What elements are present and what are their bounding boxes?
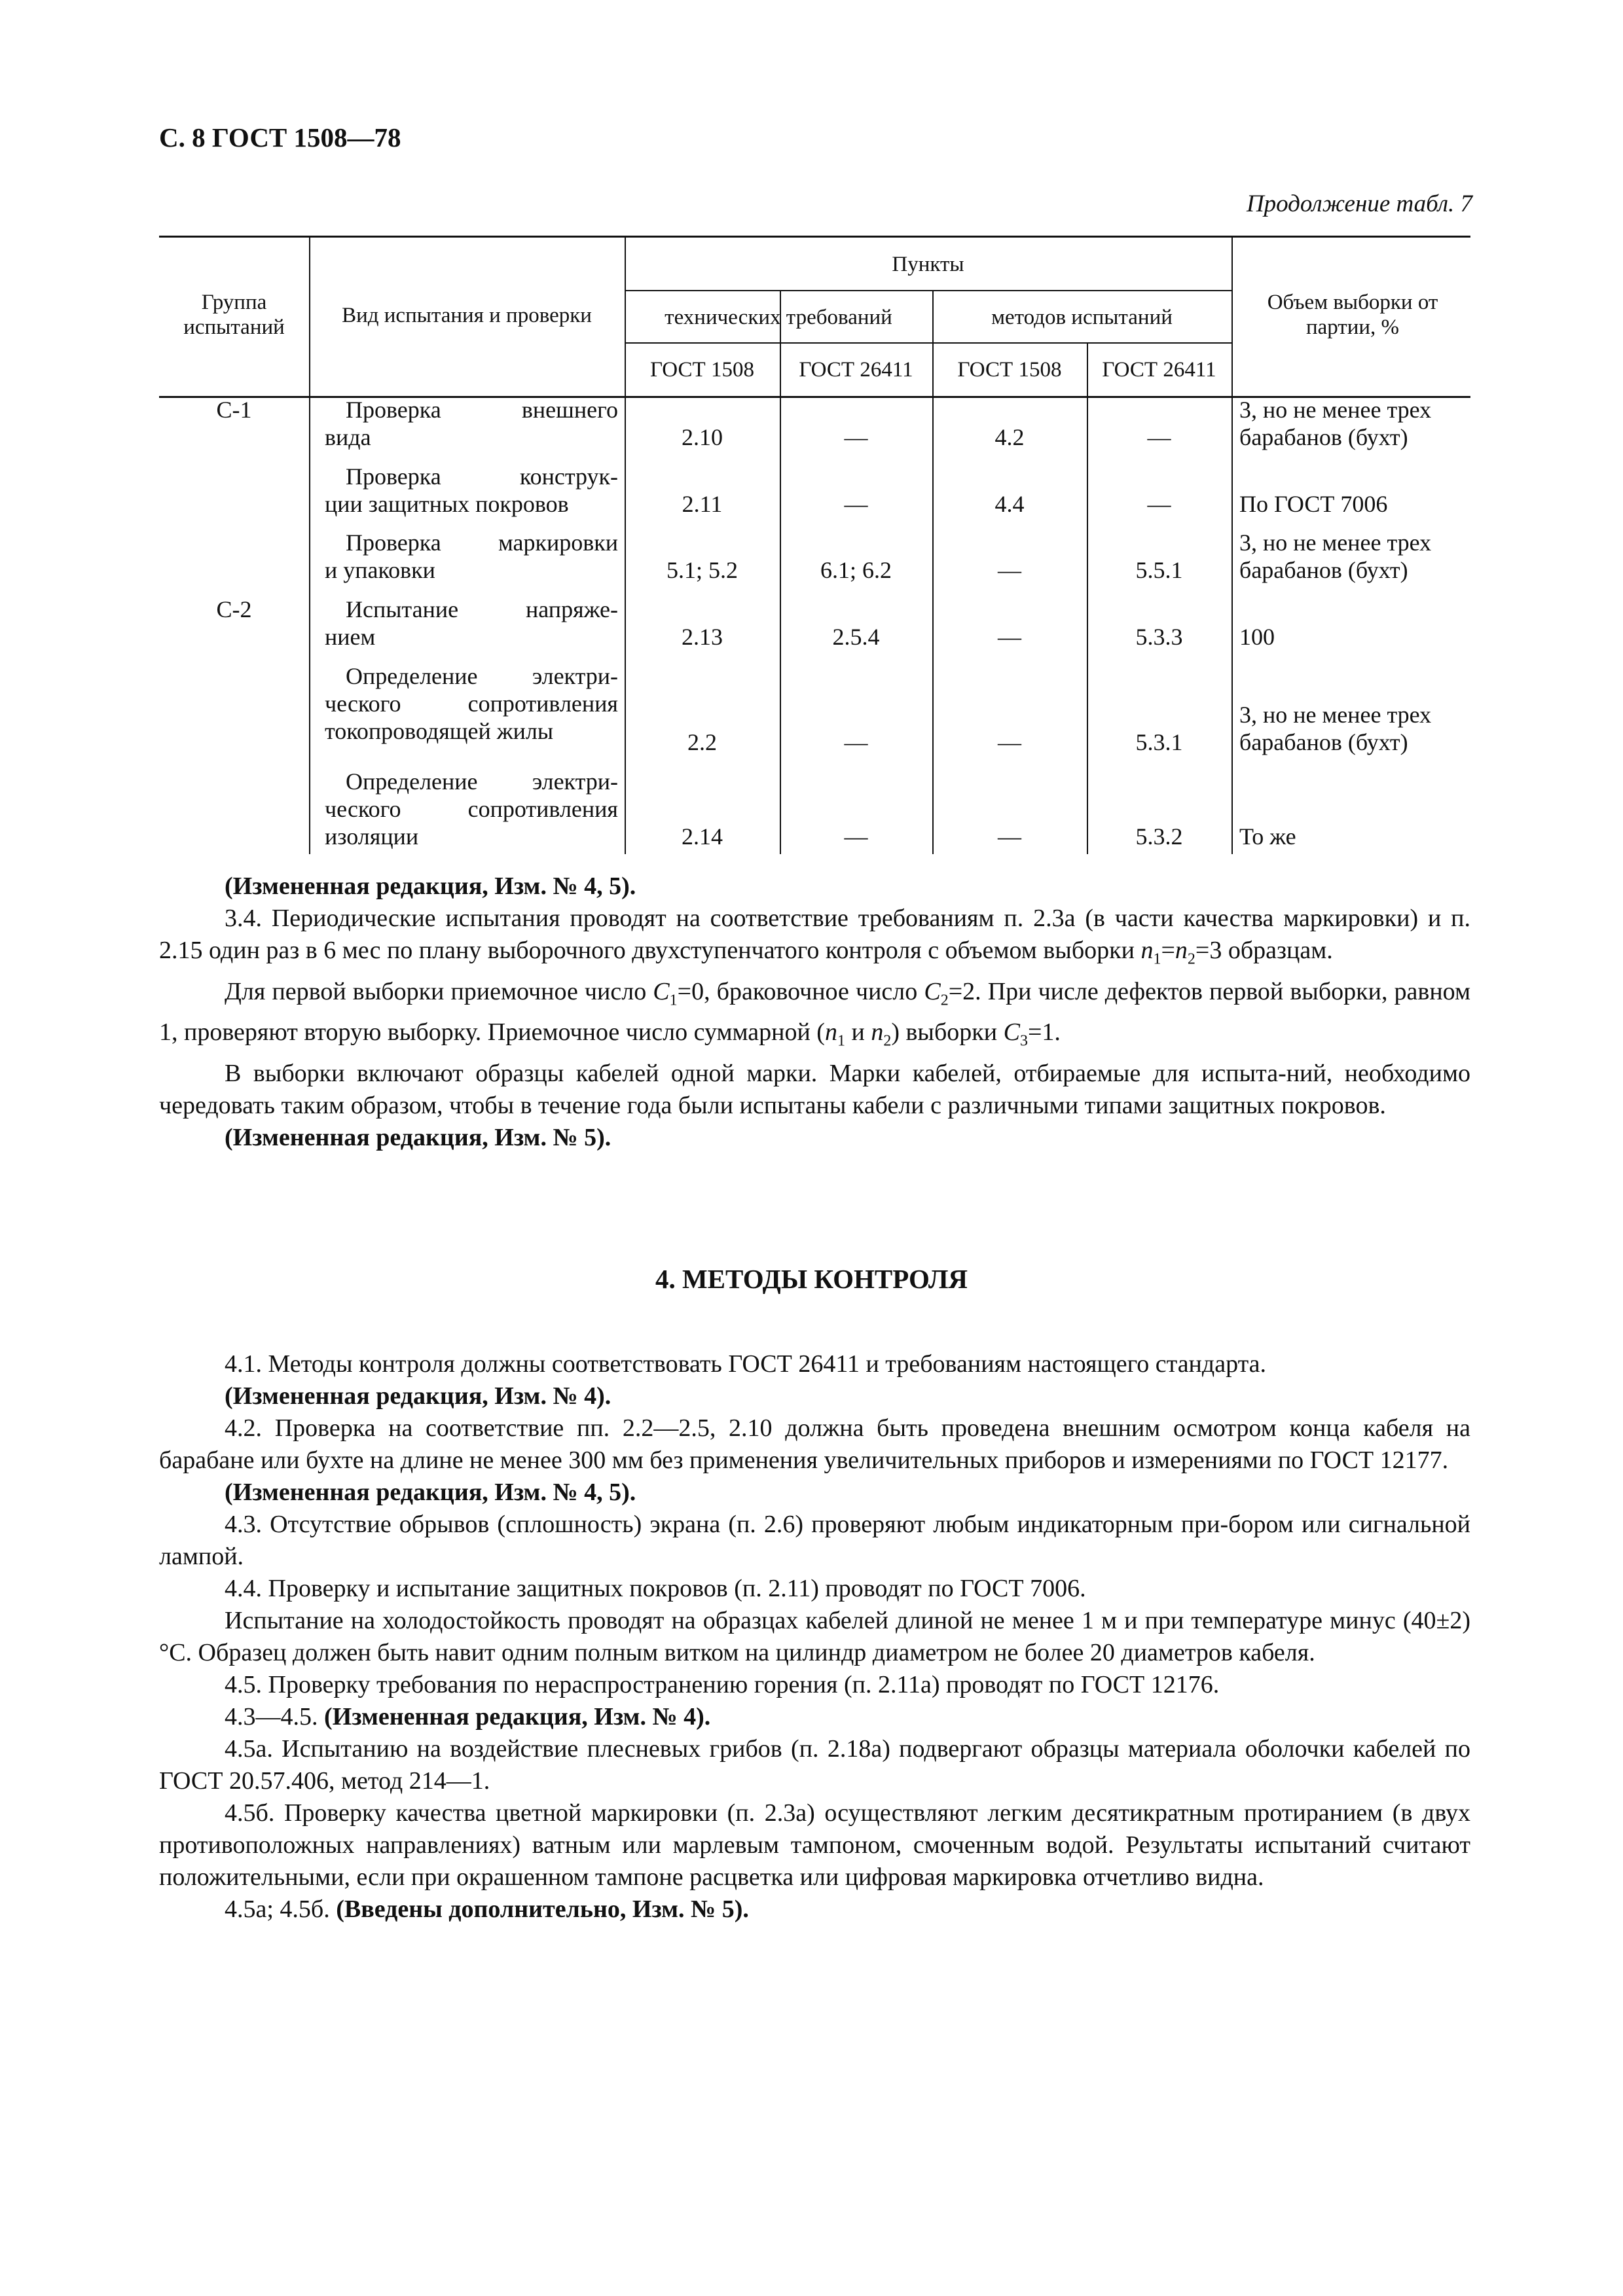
row-sample-line2: барабанов (бухт) [1239, 729, 1408, 755]
row-method-26411: — [1147, 491, 1171, 517]
row-group: С-2 [216, 596, 252, 622]
header-gost26411-method: ГОСТ 26411 [1102, 358, 1216, 382]
row-method-26411: 5.5.1 [1135, 557, 1183, 583]
p35-and: и [845, 1018, 871, 1047]
page-header: С. 8 ГОСТ 1508—78 [159, 122, 401, 152]
paragraph-4-5a: 4.5а. Испытанию на воздействие плесневых грибов (п. 2.18а) подвергают образцы материала оболочки кабелей по ГОСТ 20.57.406, метод 214—1. [159, 1735, 1470, 1795]
row-kind-line3: изоляции [325, 823, 419, 850]
row-tech-26411: — [844, 424, 868, 450]
row-tech-26411: 2.5.4 [832, 624, 880, 650]
row-kind-line2: вида [325, 424, 371, 450]
p45ab-num: 4.5а; 4.5б. [225, 1895, 337, 1923]
row-kind-line1: Проверка маркировки [346, 529, 618, 556]
header-gost26411-tech: ГОСТ 26411 [799, 358, 913, 382]
p35-c2: 2 [940, 992, 949, 1009]
p34-sub1: 1 [1153, 950, 1161, 968]
header-gost1508-method: ГОСТ 1508 [957, 358, 1062, 382]
row-tech-1508: 2.2 [687, 729, 717, 755]
paragraph-4-4: 4.4. Проверку и испытание защитных покровов (п. 2.11) проводят по ГОСТ 7006. [225, 1575, 1086, 1602]
paragraph-4-2: 4.2. Проверка на соответствие пп. 2.2—2.5, 2.10 должна быть проведена внешним осмотром конца кабеля на барабане или бухте на длине не менее 300 мм без применения увеличительных приборов и измерениями по ГОСТ 12177. [159, 1414, 1470, 1474]
paragraph-acceptance [159, 976, 1470, 1058]
paragraph-cold-test: Испытание на холодостойкость проводят на образцах кабелей длиной не менее 1 м и при температуре минус (40±2) °С. Образец должен быть навит одним полным витком на цилиндр диаметром не более 20 диаметров кабеля. [159, 1607, 1470, 1666]
row-kind-line1: Испытание напряже- [346, 596, 618, 622]
table-header [159, 236, 1470, 398]
paragraph-3-4 [159, 903, 1470, 976]
row-sample-line2: По ГОСТ 7006 [1239, 491, 1388, 517]
row-kind-line1: Определение электри- [346, 768, 618, 795]
row-tech-1508: 2.14 [682, 823, 723, 850]
row-kind-line2: ческого сопротивления [325, 691, 618, 717]
row-kind-line1: Проверка внешнего [346, 397, 618, 423]
row-tech-26411: — [844, 491, 868, 517]
p35-n2sub: 2 [883, 1032, 892, 1050]
p4345-bold: (Измененная редакция, Изм. № 4). [324, 1703, 711, 1731]
p35-c3: 3 [1019, 1032, 1028, 1050]
row-tech-26411: — [844, 729, 868, 755]
p34-sub2: 2 [1187, 950, 1195, 968]
row-method-26411: 5.3.1 [1135, 729, 1183, 755]
paragraph-4-3: 4.3. Отсутствие обрывов (сплошность) экрана (п. 2.6) проверяют любым индикаторным при-бором или сигнальной лампой. [159, 1511, 1470, 1570]
row-kind-line1: Определение электри- [346, 663, 618, 689]
p35-c-2: C [924, 977, 941, 1005]
row-tech-1508: 2.11 [682, 491, 723, 517]
row-method-1508: — [998, 624, 1021, 650]
amendment-note: (Измененная редакция, Изм. № 4, 5). [225, 1479, 636, 1506]
header-tech-req: технических требований [665, 306, 892, 329]
row-group: С-1 [216, 397, 252, 423]
p35-d: =2. При числе дефектов первой выборки, равном 1, проверяют вторую выборку. Приемочное число суммарной ( [159, 977, 1471, 1047]
row-kind-line2: нием [325, 624, 376, 650]
section-3-text [159, 870, 1470, 1154]
header-points: Пункты [892, 253, 964, 276]
paragraph-4-5ab [159, 1893, 1470, 1926]
paragraph-4-5: 4.5. Проверку требования по нераспространению горения (п. 2.11а) проводят по ГОСТ 12176. [225, 1671, 1220, 1698]
row-method-1508: — [998, 729, 1021, 755]
paragraph-4-1: 4.1. Методы контроля должны соответствовать ГОСТ 26411 и требованиям настоящего стандарта. [225, 1350, 1267, 1378]
section-title: 4. МЕТОДЫ КОНТРОЛЯ [655, 1264, 968, 1294]
row-method-1508: — [998, 823, 1021, 850]
row-sample-line2: барабанов (бухт) [1239, 424, 1408, 450]
row-tech-1508: 2.13 [682, 624, 723, 650]
p34-n2: n [1175, 937, 1188, 964]
row-tech-1508: 2.10 [682, 424, 723, 450]
row-method-1508: 4.2 [994, 424, 1025, 450]
p35-e: ) выборки [891, 1018, 1004, 1047]
row-tech-26411: — [844, 823, 868, 850]
p34-eq: = [1161, 937, 1175, 964]
p45ab-bold: (Введены дополнительно, Изм. № 5). [336, 1895, 749, 1923]
row-sample-line2: То же [1239, 823, 1296, 850]
header-gost1508-tech: ГОСТ 1508 [650, 358, 754, 382]
amendment-note: (Измененная редакция, Изм. № 5). [225, 1123, 611, 1151]
row-kind-line2: и упаковки [325, 557, 435, 583]
row-kind-line1: Проверка конструк- [346, 463, 618, 490]
table-continuation-note: Продолжение табл. 7 [1246, 190, 1472, 217]
row-method-1508: 4.4 [994, 491, 1025, 517]
row-method-26411: 5.3.3 [1135, 624, 1183, 650]
p35-c: C [653, 977, 670, 1005]
p4345-num: 4.3—4.5. [225, 1703, 324, 1731]
p35-c-3: C [1003, 1018, 1020, 1047]
amendment-note: (Измененная редакция, Изм. № 4). [225, 1382, 611, 1410]
row-kind-line2: ции защитных покровов [325, 491, 569, 517]
header-sample-size: Объем выборки от партии, % [1267, 291, 1438, 339]
row-tech-26411: 6.1; 6.2 [820, 557, 892, 583]
paragraph-samples: В выборки включают образцы кабелей одной марки. Марки кабелей, отбираемые для испыта-ний, необходимо чередовать таким образом, чтобы в течение года были испытаны кабели с различными типами защитных покровов. [159, 1059, 1470, 1119]
p35-f: =1. [1027, 1018, 1061, 1047]
p34-text: 3.4. Периодические испытания проводят на соответствие требованиям п. 2.3а (в части качества маркировки) и п. 2.15 один раз в 6 мес по плану выборочного двухступенчатого контроля с объемом выборки [159, 905, 1470, 964]
p34-tail: =3 образцам. [1195, 937, 1333, 964]
row-sample-line1: 3, но не менее трех [1239, 529, 1432, 556]
paragraph-4-5b: 4.5б. Проверку качества цветной маркировки (п. 2.3а) осуществляют легким десятикратным протиранием (в двух противоположных направлениях) ватным или марлевым тампоном, смоченным водой. Результаты испытаний считают положительными, если при окрашенном тампоне расцветка или цифровая маркировка отчетливо видна. [159, 1799, 1470, 1891]
row-method-1508: — [998, 557, 1021, 583]
row-kind-line3: токопроводящей жилы [325, 718, 554, 744]
row-sample-line1: 3, но не менее трех [1239, 397, 1432, 423]
header-kind: Вид испытания и проверки [342, 304, 592, 327]
amendment-note: (Измененная редакция, Изм. № 4, 5). [225, 872, 636, 900]
header-group: Группа испытаний [183, 291, 285, 339]
row-sample-line2: барабанов (бухт) [1239, 557, 1408, 583]
row-method-26411: — [1147, 424, 1171, 450]
p35-n2: n [871, 1018, 884, 1047]
header-test-methods: методов испытаний [991, 306, 1173, 329]
row-sample-line1: 3, но не менее трех [1239, 702, 1432, 728]
row-kind-line2: ческого сопротивления [325, 796, 618, 822]
p35-b: =0, браковочное число [677, 977, 924, 1005]
p35-c1: 1 [669, 992, 678, 1009]
row-sample-line2: 100 [1239, 624, 1275, 650]
p34-n1: n [1140, 937, 1154, 964]
p35-n1: n [824, 1018, 837, 1047]
p35-n1sub: 1 [837, 1032, 845, 1050]
paragraph-4-3-4-5 [159, 1701, 1470, 1733]
row-method-26411: 5.3.2 [1135, 823, 1183, 850]
row-tech-1508: 5.1; 5.2 [666, 557, 738, 583]
section-4-text [159, 1348, 1470, 1926]
p35-a: Для первой выборки приемочное число [225, 977, 653, 1005]
